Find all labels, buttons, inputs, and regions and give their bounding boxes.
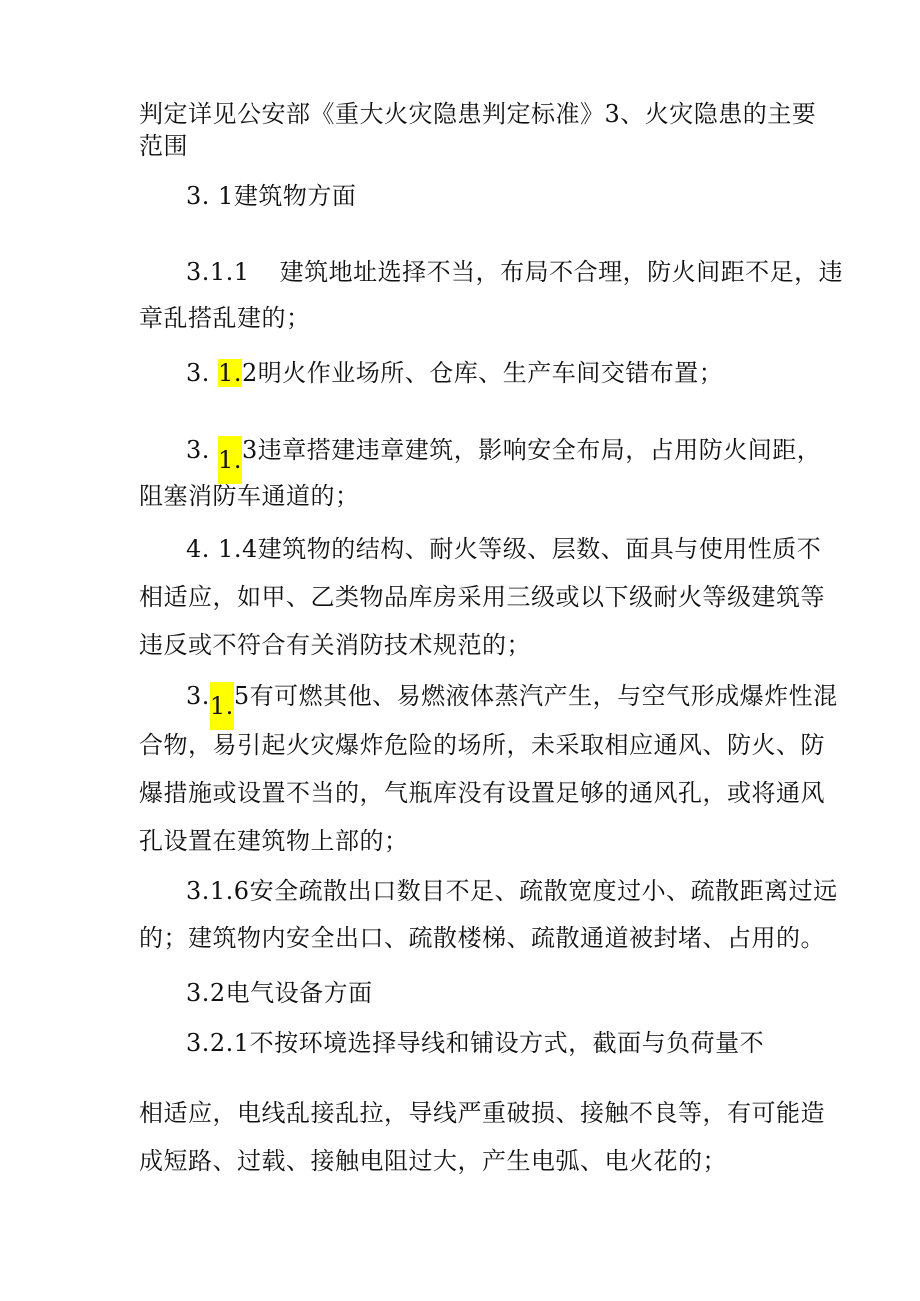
text-line — [139, 729, 825, 761]
text-line — [139, 581, 825, 613]
item-text: 3.2.1不按环境选择导线和铺设方式，截面与负荷量不 — [186, 1029, 765, 1057]
highlight-mark: 1. — [218, 359, 242, 387]
section-number: 3. — [186, 182, 210, 210]
text-span: 阻塞消防车通道的； — [139, 482, 360, 510]
item-number: 3. — [186, 359, 210, 387]
item-3-1-3 — [186, 434, 821, 484]
text-span: 成短路、过载、接触电阻过大，产生电弧、电火花的； — [139, 1147, 727, 1175]
text-line — [139, 480, 360, 512]
item-3-1-5 — [186, 680, 838, 730]
highlight-mark: 1. — [218, 436, 242, 484]
heading-3-2 — [186, 977, 373, 1009]
text-line — [139, 98, 816, 130]
item-3-2-1 — [186, 1027, 764, 1059]
text-span: 爆措施或设置不当的，气瓶库没有设置足够的通风孔，或将通风 — [139, 779, 825, 807]
item-text: 1.4建筑物的结构、耐火等级、层数、面具与使用性质不 — [218, 535, 822, 563]
text-span: 章乱搭乱建的； — [139, 304, 311, 332]
text-line — [139, 825, 409, 857]
item-number: 4. — [186, 535, 210, 563]
text-span: 相适应，电线乱接乱拉，导线严重破损、接触不良等，有可能造 — [139, 1099, 825, 1127]
item-text: 建筑地址选择不当，布局不合理，防火间距不足，违 — [279, 258, 844, 286]
text-span: 孔设置在建筑物上部的； — [139, 827, 409, 855]
text-span: 合物，易引起火灾爆炸危险的场所，未采取相应通风、防火、防 — [139, 731, 825, 759]
item-3-1-2 — [186, 357, 723, 389]
text-span: 违反或不符合有关消防技术规范的； — [139, 631, 531, 659]
section-title: 1建筑物方面 — [218, 182, 357, 210]
item-number: 3.1.1 — [186, 258, 250, 286]
text-span: 范围 — [139, 132, 188, 160]
item-4-1-4 — [186, 533, 821, 565]
section-title: 3.2电气设备方面 — [186, 979, 373, 1007]
item-number: 3. — [186, 436, 210, 464]
text-line — [139, 130, 188, 162]
item-text: 5有可燃其他、易燃液体蒸汽产生，与空气形成爆炸性混 — [233, 682, 838, 710]
item-text: 2明火作业场所、仓库、生产车间交错布置； — [241, 359, 724, 387]
text-line — [139, 629, 531, 661]
text-line — [139, 922, 825, 954]
item-text: 3违章搭建违章建筑，影响安全布局，占用防火间距， — [241, 436, 822, 464]
item-3-1-1 — [186, 256, 843, 288]
item-text: 3.1.6安全疏散出口数目不足、疏散宽度过小、疏散距离过远 — [186, 877, 838, 905]
text-line — [139, 1145, 727, 1177]
text-span: 相适应，如甲、乙类物品库房采用三级或以下级耐火等级建筑等 — [139, 583, 825, 611]
heading-3-1 — [186, 180, 356, 212]
item-3-1-6 — [186, 875, 838, 907]
text-line — [139, 1097, 825, 1129]
text-line — [139, 302, 311, 334]
item-number: 3. — [186, 682, 210, 710]
text-line — [139, 777, 825, 809]
text-span: 的；建筑物内安全出口、疏散楼梯、疏散通道被封堵、占用的。 — [139, 924, 825, 952]
highlight-mark: 1. — [210, 682, 234, 730]
text-span: 判定详见公安部《重大火灾隐患判定标准》3、火灾隐患的主要 — [139, 100, 817, 128]
